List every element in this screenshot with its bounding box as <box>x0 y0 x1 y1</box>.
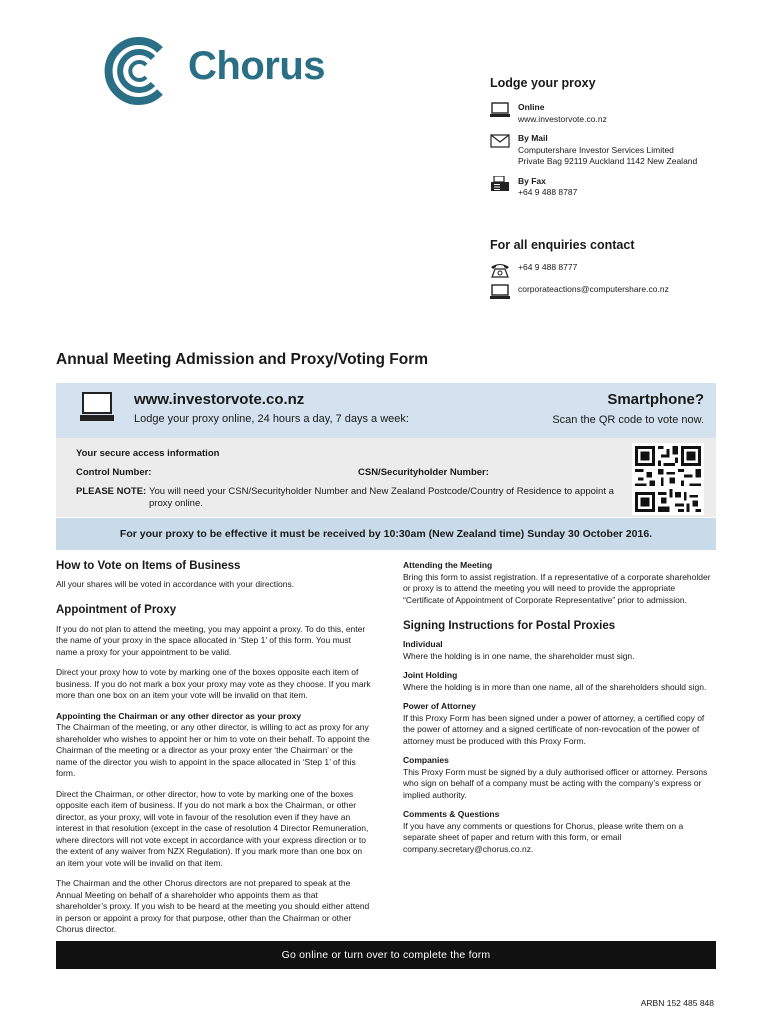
lodge-online-text: Lodge your proxy online, 24 hours a day, 7 days a week: <box>134 413 409 425</box>
lodge-method-mail <box>490 133 750 168</box>
enquiry-phone <box>490 262 750 274</box>
method-line: www.investorvote.co.nz <box>518 113 607 124</box>
method-line: Computershare Investor Services Limited <box>518 144 674 155</box>
joint-heading: Joint Holding <box>403 670 458 680</box>
deadline-notice: For your proxy to be effective it must be received by 10:30am (New Zealand time) Sunday 30 October 2016. <box>56 518 716 550</box>
enquiry-email-address[interactable]: corporateactions@computershare.co.nz <box>518 283 669 294</box>
right-column <box>403 560 715 855</box>
enquiry-phone-number: +64 9 488 8777 <box>518 262 578 272</box>
csn-label: CSN/Securityholder Number: <box>358 467 489 478</box>
comments-heading: Comments & Questions <box>403 809 500 819</box>
companies-text: This Proxy Form must be signed by a duly authorised officer or attorney. Persons who sign on behalf of a company must be acting with the company’s express or implied authority. <box>403 766 708 800</box>
lodge-heading: Lodge your proxy <box>490 76 596 90</box>
joint-text: Where the holding is in more than one name, all of the shareholders should sign. <box>403 681 707 692</box>
chairman-heading: Appointing the Chairman or any other director as your proxy <box>56 710 302 721</box>
arbn-number: ARBN 152 485 848 <box>640 998 714 1008</box>
method-title: By Fax <box>518 175 546 186</box>
secure-access-heading: Your secure access information <box>76 448 220 459</box>
method-line: +64 9 488 8787 <box>518 187 578 197</box>
envelope-icon <box>490 133 510 149</box>
telephone-icon <box>490 262 510 278</box>
footer-banner: Go online or turn over to complete the form <box>56 941 716 969</box>
chorus-logo <box>98 36 328 106</box>
method-title: By Mail <box>518 133 548 143</box>
computer-icon <box>490 102 510 118</box>
computer-icon <box>490 284 510 300</box>
chairman-para-1: The Chairman of the meeting, or any other director, is willing to act as proxy for any shareholder who wishes to appoint her or him to vote on their behalf. To appoint the Chairman of the meeting or a director as your proxy enter ‘the Chairman’ or the name of the director you wish to appoint in the space allocated in ‘Step 1’ of this form. <box>56 722 370 778</box>
attending-text: Bring this form to assist registration. If a representative of a corporate shareholder or proxy is to attend the meeting you will need to provide the appropriate “Certificate of Appointment of Corporate Representative” prior to admission. <box>403 571 711 605</box>
enquiry-email <box>490 284 750 296</box>
appointment-para-1: If you do not plan to attend the meeting, you may appoint a proxy. To do this, enter the name of your proxy in the space allocated in ‘Step 1’ of this form. You must name a proxy for your appointment to be valid. <box>56 623 366 657</box>
lodge-method-online <box>490 102 750 125</box>
smartphone-heading: Smartphone? <box>607 391 704 408</box>
lodge-proxy-section <box>490 76 750 199</box>
how-to-vote-heading: How to Vote on Items of Business <box>56 560 241 572</box>
chairman-para-2: Direct the Chairman, or other director, how to vote by marking one of the boxes opposite each item of business. If you do not mark a box the Chairman, or other director, as your proxy, will vote in favour of the resolution even if they have an interest in that resolution (except in the case of resolution 4 Director Remuneration, where directors will not vote except in accordance with your express direction or to the extent of any waiver from NZX Regulation). If you mark more than one box on an item your vote will be invalid on that item. <box>56 788 369 868</box>
computer-icon <box>80 391 114 423</box>
how-to-vote-text: All your shares will be voted in accordance with your directions. <box>56 579 295 589</box>
lodge-method-fax <box>490 176 750 199</box>
enquiries-section <box>490 238 750 295</box>
scan-qr-text: Scan the QR code to vote now. <box>552 414 704 426</box>
please-note-text: You will need your CSN/Securityholder Number and New Zealand Postcode/Country of Residence to appoint a proxy online. <box>149 486 614 509</box>
appointment-para-2: Direct your proxy how to vote by marking one of the boxes opposite each item of business. If you do not mark a box your proxy may vote as they choose. If you mark more than one box on an item your vote will be invalid on that item. <box>56 667 371 700</box>
secure-access-box <box>56 438 716 517</box>
appointment-heading: Appointment of Proxy <box>56 603 177 616</box>
left-column <box>56 559 371 936</box>
method-line: Private Bag 92119 Auckland 1142 New Zealand <box>518 156 698 166</box>
poa-heading: Power of Attorney <box>403 701 476 711</box>
comments-text: If you have any comments or questions for Chorus, please write them on a separate sheet of paper and return with this form, or email company.secretary@chorus.co.nz. <box>403 820 684 854</box>
control-number-label: Control Number: <box>76 467 152 478</box>
individual-text: Where the holding is in one name, the shareholder must sign. <box>403 650 635 661</box>
poa-text: If this Proxy Form has been signed under a power of attorney, a certified copy of the power of attorney and a signed certificate of non-revocation of the power of attorney must be produced with this Proxy Form. <box>403 712 705 746</box>
attending-heading: Attending the Meeting <box>403 560 493 570</box>
brand-name: Chorus <box>188 44 325 88</box>
enquiries-heading: For all enquiries contact <box>490 238 635 252</box>
fax-icon <box>490 176 510 192</box>
companies-heading: Companies <box>403 755 449 765</box>
chairman-para-3: The Chairman and the other Chorus directors are not prepared to speak at the Annual Meeting on behalf of a shareholder who appoints them as that shareholder’s proxy. If you wish to be heard at the meeting you should either attend in person or appoint a proxy for that purpose, other than the Chairman or other Chorus director. <box>56 878 370 934</box>
please-note-label: PLEASE NOTE: <box>76 486 147 497</box>
qr-code[interactable] <box>632 443 704 515</box>
form-title: Annual Meeting Admission and Proxy/Voting Form <box>56 351 429 368</box>
online-voting-box <box>56 383 716 438</box>
method-title: Online <box>518 102 545 112</box>
chorus-logo-mark <box>98 36 188 106</box>
signing-heading: Signing Instructions for Postal Proxies <box>403 620 616 632</box>
investorvote-url[interactable]: www.investorvote.co.nz <box>134 391 305 408</box>
individual-heading: Individual <box>403 639 443 649</box>
